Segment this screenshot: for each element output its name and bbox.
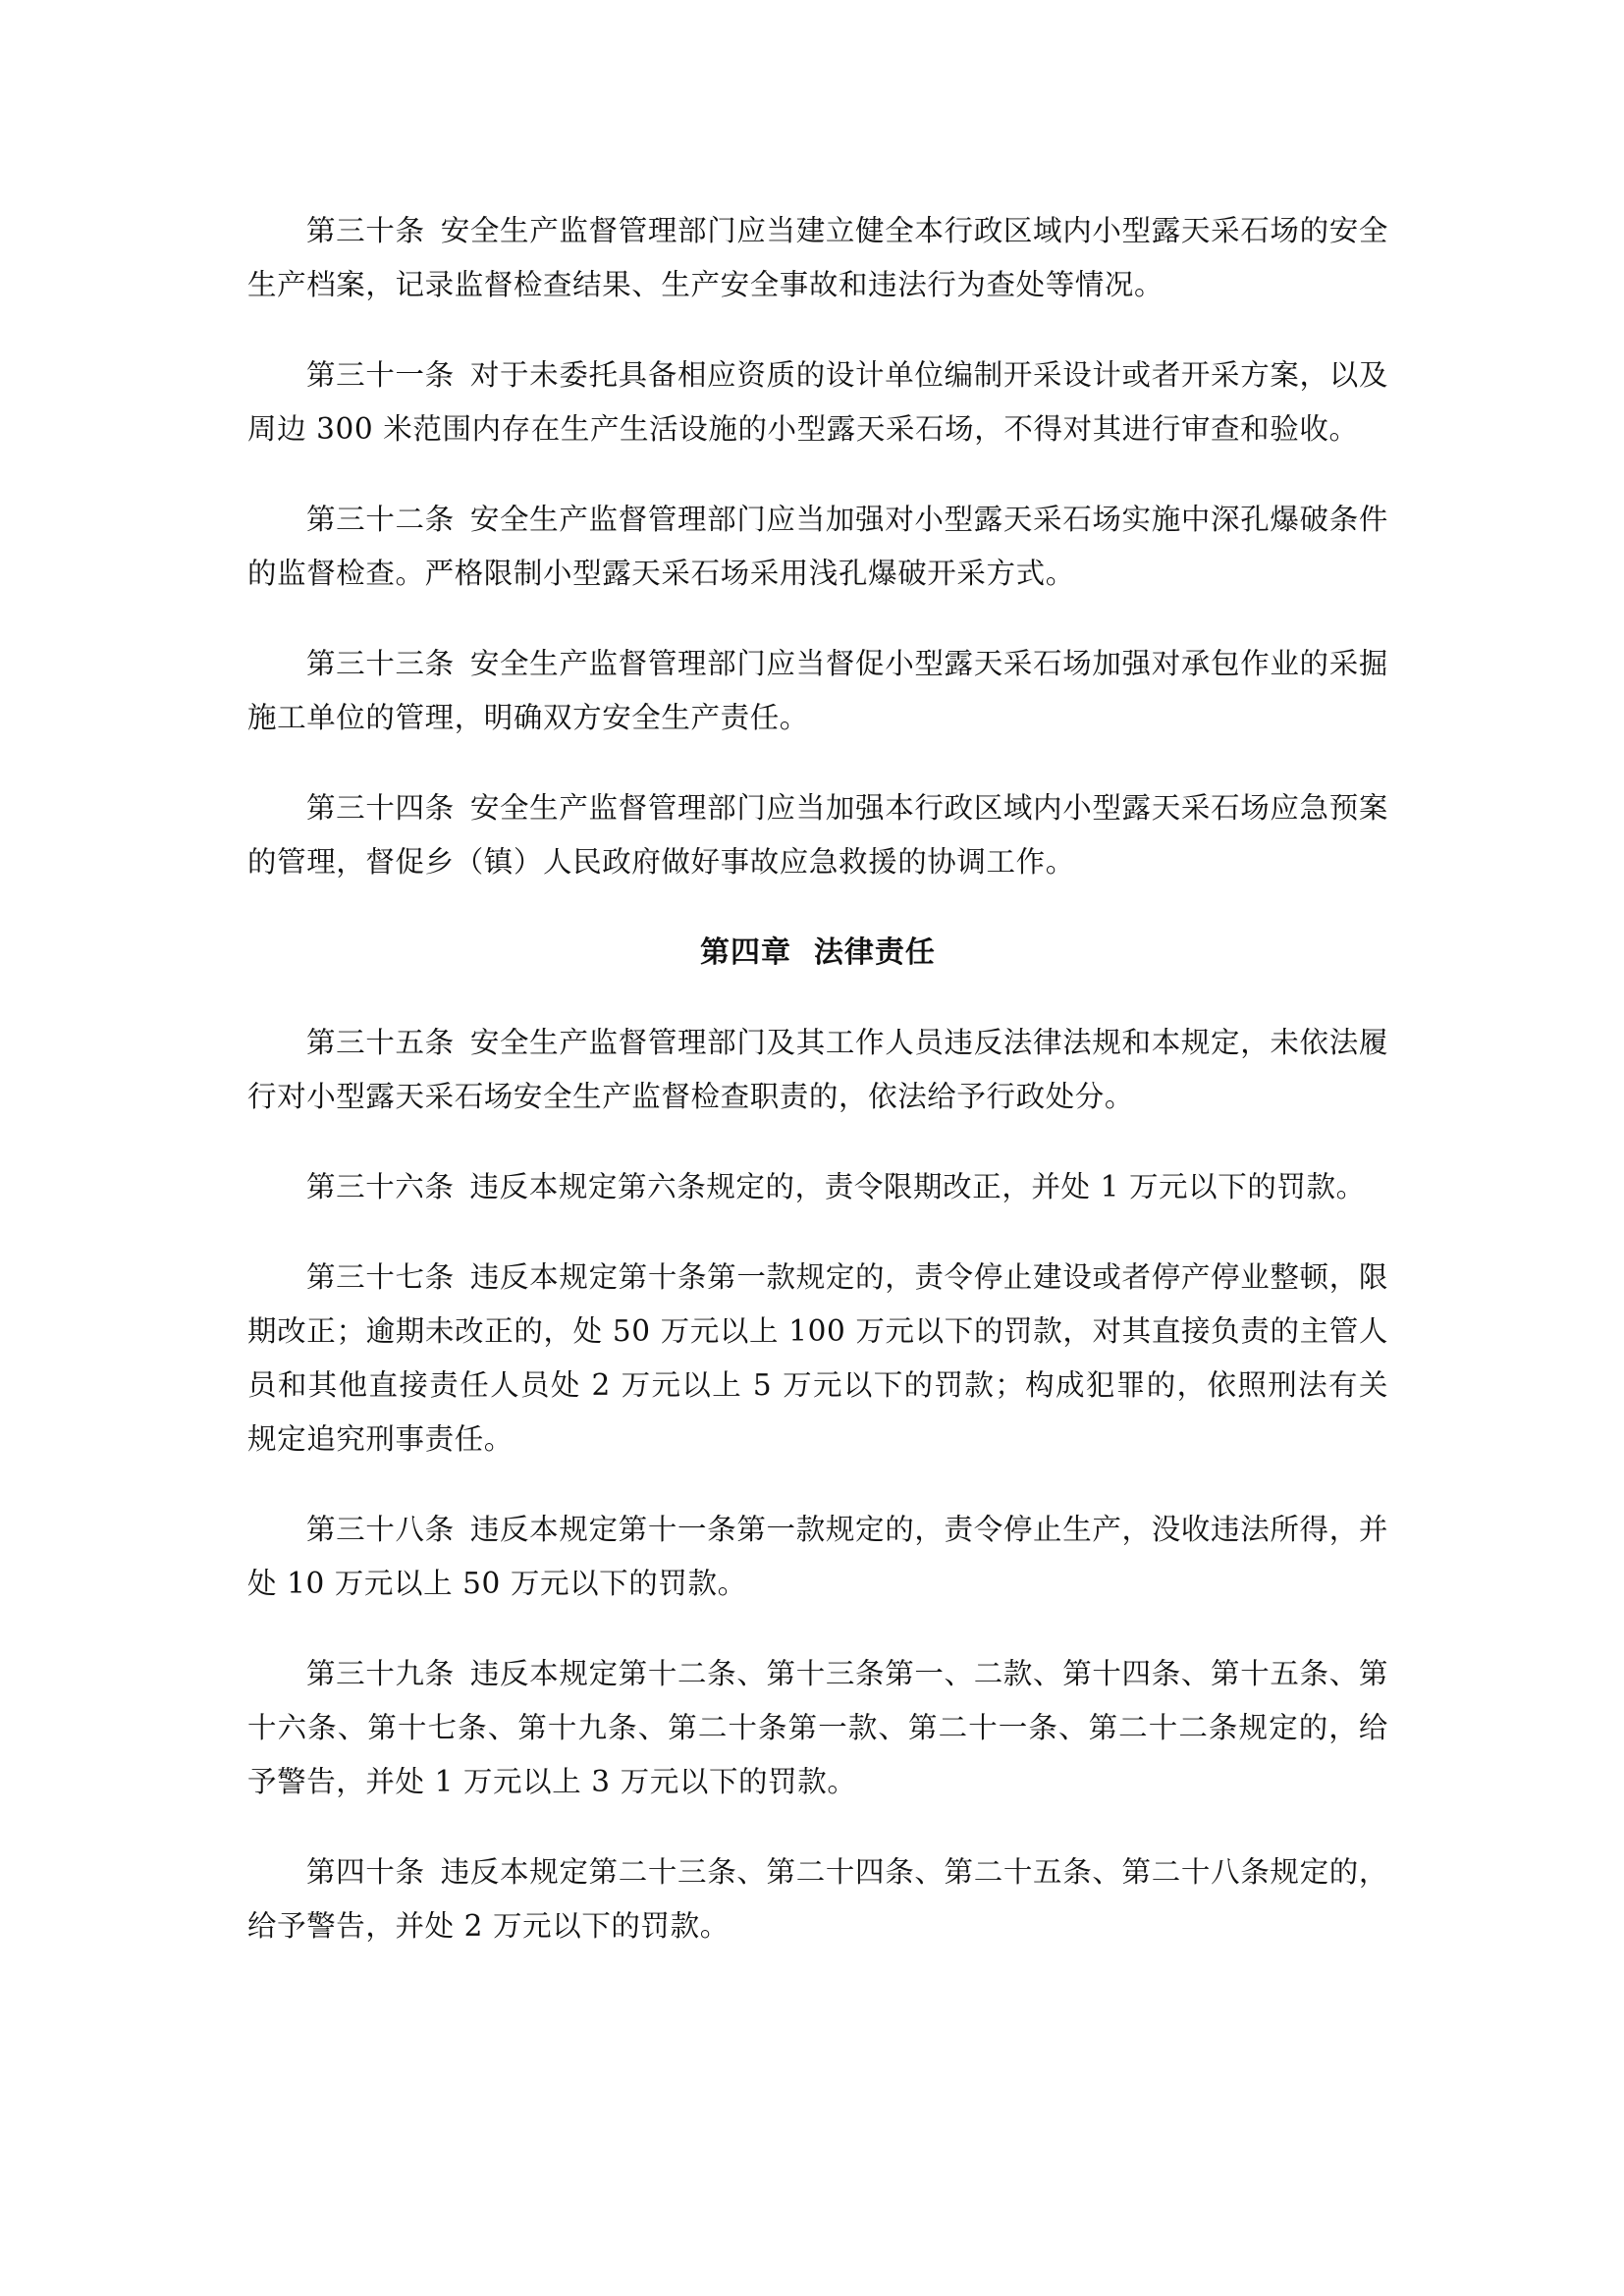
article-number: 第三十一条 — [306, 358, 455, 392]
article-number: 第三十七条 — [306, 1260, 455, 1294]
article-number: 第三十四条 — [306, 791, 455, 825]
article-text: 安全生产监督管理部门及其工作人员违反法律法规和本规定，未依法履行对小型露天采石场安全生产监督检查职责的，依法给予行政处分。 — [247, 1026, 1388, 1113]
article-text: 安全生产监督管理部门应当加强本行政区域内小型露天采石场应急预案的管理，督促乡（镇）人民政府做好事故应急救援的协调工作。 — [247, 791, 1388, 879]
article-text: 违反本规定第十条第一款规定的，责令停止建设或者停产停业整顿，限期改正；逾期未改正的，处 50 万元以上 100 万元以下的罚款，对其直接负责的主管人员和其他直接责任人员处 2 万元以上 5 万元以下的罚款；构成犯罪的，依照刑法有关规定追究刑事责任。 — [247, 1260, 1388, 1456]
article-number: 第三十九条 — [306, 1657, 455, 1690]
article-34 — [247, 781, 1388, 889]
article-text: 安全生产监督管理部门应当督促小型露天采石场加强对承包作业的采掘施工单位的管理，明确双方安全生产责任。 — [247, 647, 1388, 734]
article-number: 第三十八条 — [306, 1513, 455, 1546]
article-text: 对于未委托具备相应资质的设计单位编制开采设计或者开采方案，以及周边 300 米范围内存在生产生活设施的小型露天采石场，不得对其进行审查和验收。 — [247, 358, 1388, 446]
article-31 — [247, 348, 1388, 456]
article-text: 安全生产监督管理部门应当加强对小型露天采石场实施中深孔爆破条件的监督检查。严格限制小型露天采石场采用浅孔爆破开采方式。 — [247, 503, 1388, 590]
article-30 — [247, 204, 1388, 312]
article-text: 违反本规定第十一条第一款规定的，责令停止生产，没收违法所得，并处 10 万元以上 50 万元以下的罚款。 — [247, 1513, 1388, 1600]
article-text: 安全生产监督管理部门应当建立健全本行政区域内小型露天采石场的安全生产档案，记录监督检查结果、生产安全事故和违法行为查处等情况。 — [247, 214, 1389, 301]
article-33 — [247, 637, 1388, 745]
article-number: 第三十五条 — [306, 1026, 455, 1059]
article-40 — [247, 1845, 1388, 1953]
article-35 — [247, 1016, 1388, 1124]
document-page — [247, 204, 1388, 1990]
article-number: 第三十条 — [306, 214, 425, 247]
article-number: 第三十二条 — [306, 503, 455, 536]
article-number: 第四十条 — [306, 1855, 425, 1889]
article-number: 第三十六条 — [306, 1170, 455, 1203]
article-38 — [247, 1503, 1388, 1611]
article-32 — [247, 493, 1388, 601]
article-37 — [247, 1251, 1388, 1467]
article-text: 违反本规定第六条规定的，责令限期改正，并处 1 万元以下的罚款。 — [469, 1170, 1366, 1203]
article-number: 第三十三条 — [306, 647, 455, 680]
article-39 — [247, 1647, 1388, 1809]
article-36 — [247, 1160, 1388, 1214]
chapter-heading: 第四章 法律责任 — [700, 935, 936, 970]
article-text: 违反本规定第十二条、第十三条第一、二款、第十四条、第十五条、第十六条、第十七条、第十九条、第二十条第一款、第二十一条、第二十二条规定的，给予警告，并处 1 万元以上 3 万元以下的罚款。 — [247, 1657, 1388, 1798]
article-text: 违反本规定第二十三条、第二十四条、第二十五条、第二十八条规定的，给予警告，并处 2 万元以下的罚款。 — [247, 1855, 1389, 1943]
